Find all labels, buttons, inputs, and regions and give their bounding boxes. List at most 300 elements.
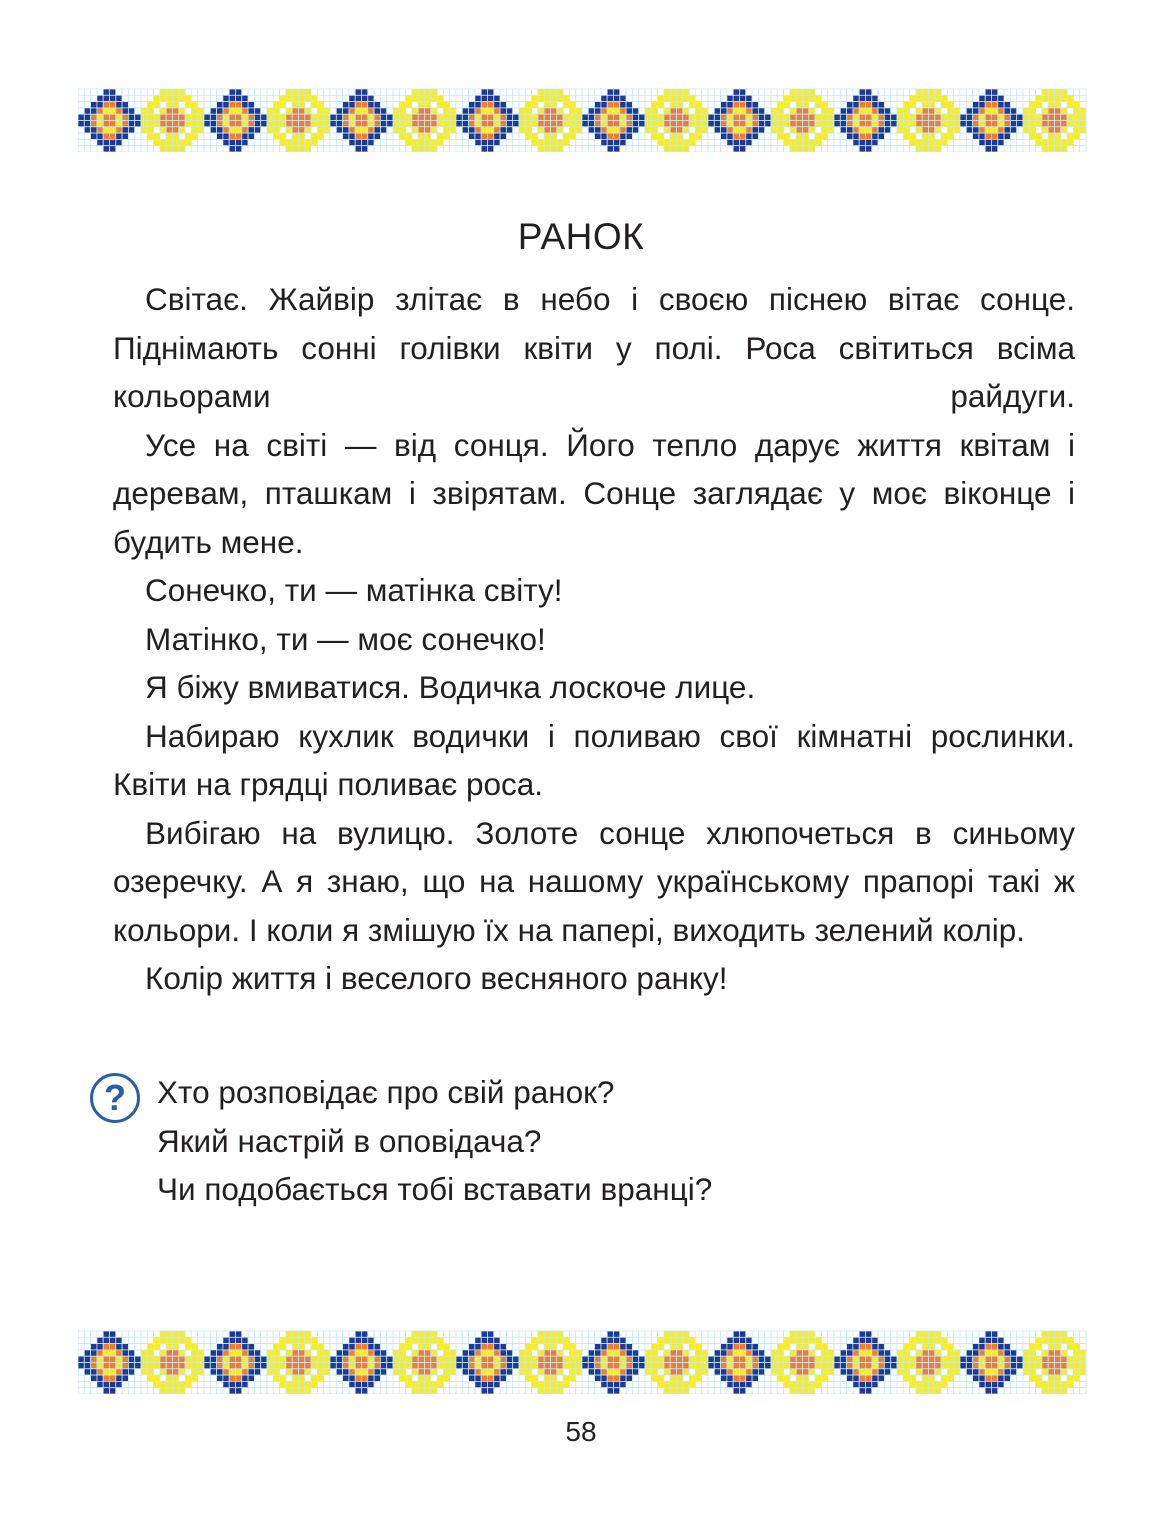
stitch-cell bbox=[368, 139, 374, 145]
stitch-cell bbox=[525, 127, 531, 133]
stitch-cell bbox=[166, 139, 172, 145]
stitch-cell bbox=[614, 133, 620, 139]
stitch-cell bbox=[620, 1381, 626, 1387]
stitch-cell bbox=[141, 1369, 147, 1375]
stitch-cell bbox=[418, 1337, 424, 1343]
stitch-cell bbox=[1073, 1381, 1079, 1387]
stitch-cell bbox=[639, 108, 645, 114]
stitch-cell bbox=[128, 1369, 134, 1375]
stitch-cell bbox=[803, 1356, 809, 1362]
stitch-cell bbox=[809, 1356, 815, 1362]
stitch-cell bbox=[891, 1350, 897, 1356]
stitch-cell bbox=[116, 95, 122, 101]
stitch-cell bbox=[658, 1337, 664, 1343]
stitch-cell bbox=[1029, 1350, 1035, 1356]
stitch-cell bbox=[1029, 1356, 1035, 1362]
stitch-cell bbox=[349, 146, 355, 152]
stitch-cell bbox=[185, 114, 191, 120]
stitch-cell bbox=[349, 121, 355, 127]
stitch-cell bbox=[393, 1388, 399, 1394]
stitch-cell bbox=[103, 121, 109, 127]
stitch-cell bbox=[267, 114, 273, 120]
stitch-cell bbox=[992, 1375, 998, 1381]
stitch-cell bbox=[834, 1337, 840, 1343]
stitch-cell bbox=[147, 102, 153, 108]
stitch-cell bbox=[242, 1363, 248, 1369]
stitch-cell bbox=[343, 1363, 349, 1369]
stitch-cell bbox=[941, 121, 947, 127]
stitch-cell bbox=[645, 1363, 651, 1369]
stitch-cell bbox=[242, 89, 248, 95]
stitch-cell bbox=[324, 133, 330, 139]
stitch-cell bbox=[305, 1388, 311, 1394]
stitch-cell bbox=[1080, 1331, 1086, 1337]
stitch-cell bbox=[179, 1344, 185, 1350]
stitch-cell bbox=[544, 95, 550, 101]
stitch-cell bbox=[551, 1356, 557, 1362]
stitch-cell bbox=[683, 1369, 689, 1375]
stitch-cell bbox=[551, 146, 557, 152]
stitch-cell bbox=[229, 102, 235, 108]
stitch-cell bbox=[532, 1356, 538, 1362]
stitch-cell bbox=[1029, 1363, 1035, 1369]
stitch-cell bbox=[513, 1363, 519, 1369]
stitch-cell bbox=[160, 121, 166, 127]
stitch-cell bbox=[513, 95, 519, 101]
stitch-cell bbox=[683, 1363, 689, 1369]
stitch-cell bbox=[280, 1375, 286, 1381]
stitch-cell bbox=[173, 1337, 179, 1343]
stitch-cell bbox=[1073, 127, 1079, 133]
stitch-cell bbox=[576, 1331, 582, 1337]
stitch-cell bbox=[803, 108, 809, 114]
stitch-cell bbox=[910, 1337, 916, 1343]
stitch-cell bbox=[166, 108, 172, 114]
stitch-cell bbox=[973, 139, 979, 145]
stitch-cell bbox=[1010, 1350, 1016, 1356]
stitch-cell bbox=[721, 1344, 727, 1350]
stitch-cell bbox=[387, 114, 393, 120]
stitch-cell bbox=[683, 127, 689, 133]
stitch-cell bbox=[601, 89, 607, 95]
stitch-cell bbox=[349, 1331, 355, 1337]
stitch-cell bbox=[217, 1381, 223, 1387]
stitch-cell bbox=[406, 1356, 412, 1362]
stitch-cell bbox=[828, 121, 834, 127]
stitch-cell bbox=[721, 139, 727, 145]
stitch-cell bbox=[374, 121, 380, 127]
stitch-cell bbox=[771, 1369, 777, 1375]
stitch-cell bbox=[418, 1369, 424, 1375]
stitch-cell bbox=[702, 1331, 708, 1337]
stitch-cell bbox=[254, 1344, 260, 1350]
stitch-cell bbox=[796, 1331, 802, 1337]
stitch-cell bbox=[821, 121, 827, 127]
stitch-cell bbox=[1061, 114, 1067, 120]
stitch-cell bbox=[469, 102, 475, 108]
stitch-cell bbox=[708, 1344, 714, 1350]
stitch-cell bbox=[777, 1388, 783, 1394]
stitch-cell bbox=[815, 1331, 821, 1337]
stitch-cell bbox=[399, 1388, 405, 1394]
stitch-cell bbox=[973, 95, 979, 101]
stitch-cell bbox=[380, 114, 386, 120]
stitch-cell bbox=[821, 1369, 827, 1375]
stitch-cell bbox=[840, 139, 846, 145]
stitch-cell bbox=[557, 1388, 563, 1394]
stitch-cell bbox=[645, 1356, 651, 1362]
stitch-cell bbox=[985, 1381, 991, 1387]
stitch-cell bbox=[273, 102, 279, 108]
stitch-cell bbox=[941, 139, 947, 145]
stitch-cell bbox=[740, 139, 746, 145]
stitch-cell bbox=[191, 1369, 197, 1375]
stitch-cell bbox=[236, 89, 242, 95]
stitch-cell bbox=[513, 1344, 519, 1350]
stitch-cell bbox=[645, 1369, 651, 1375]
stitch-cell bbox=[475, 1381, 481, 1387]
stitch-cell bbox=[1061, 1375, 1067, 1381]
stitch-cell bbox=[1004, 1375, 1010, 1381]
stitch-cell bbox=[853, 89, 859, 95]
stitch-cell bbox=[979, 133, 985, 139]
stitch-cell bbox=[998, 114, 1004, 120]
stitch-cell bbox=[506, 1369, 512, 1375]
stitch-cell bbox=[828, 1350, 834, 1356]
stitch-cell bbox=[809, 1363, 815, 1369]
stitch-cell bbox=[248, 1344, 254, 1350]
stitch-cell bbox=[267, 1363, 273, 1369]
stitch-cell bbox=[223, 1369, 229, 1375]
stitch-cell bbox=[607, 1337, 613, 1343]
stitch-cell bbox=[1048, 146, 1054, 152]
stitch-cell bbox=[1073, 108, 1079, 114]
stitch-cell bbox=[147, 133, 153, 139]
stitch-cell bbox=[670, 139, 676, 145]
stitch-cell bbox=[362, 1388, 368, 1394]
stitch-cell bbox=[110, 121, 116, 127]
stitch-cell bbox=[217, 146, 223, 152]
stitch-cell bbox=[456, 127, 462, 133]
stitch-cell bbox=[481, 1369, 487, 1375]
stitch-cell bbox=[998, 1381, 1004, 1387]
stitch-cell bbox=[236, 133, 242, 139]
stitch-cell bbox=[614, 89, 620, 95]
stitch-cell bbox=[261, 1344, 267, 1350]
stitch-cell bbox=[456, 1356, 462, 1362]
stitch-cell bbox=[1036, 121, 1042, 127]
stitch-cell bbox=[544, 1331, 550, 1337]
stitch-cell bbox=[576, 1337, 582, 1343]
stitch-cell bbox=[236, 102, 242, 108]
stitch-cell bbox=[198, 1363, 204, 1369]
stitch-cell bbox=[910, 139, 916, 145]
stitch-cell bbox=[393, 1331, 399, 1337]
stitch-cell bbox=[437, 133, 443, 139]
stitch-cell bbox=[431, 1381, 437, 1387]
stitch-cell bbox=[229, 1369, 235, 1375]
stitch-cell bbox=[872, 1369, 878, 1375]
stitch-cell bbox=[399, 114, 405, 120]
stitch-cell bbox=[1048, 1344, 1054, 1350]
stitch-cell bbox=[488, 133, 494, 139]
stitch-cell bbox=[154, 133, 160, 139]
stitch-cell bbox=[828, 1337, 834, 1343]
stitch-cell bbox=[317, 89, 323, 95]
stitch-cell bbox=[481, 146, 487, 152]
stitch-cell bbox=[280, 102, 286, 108]
stitch-cell bbox=[368, 1350, 374, 1356]
stitch-cell bbox=[191, 1388, 197, 1394]
stitch-cell bbox=[966, 133, 972, 139]
stitch-cell bbox=[658, 102, 664, 108]
stitch-cell bbox=[758, 1388, 764, 1394]
stitch-cell bbox=[78, 89, 84, 95]
stitch-cell bbox=[223, 1381, 229, 1387]
stitch-cell bbox=[765, 114, 771, 120]
stitch-cell bbox=[740, 1350, 746, 1356]
stitch-cell bbox=[343, 1344, 349, 1350]
stitch-cell bbox=[569, 108, 575, 114]
stitch-cell bbox=[752, 1337, 758, 1343]
stitch-cell bbox=[639, 1331, 645, 1337]
stitch-cell bbox=[368, 1369, 374, 1375]
stitch-cell bbox=[796, 127, 802, 133]
stitch-cell bbox=[985, 133, 991, 139]
stitch-cell bbox=[664, 114, 670, 120]
stitch-cell bbox=[324, 1363, 330, 1369]
stitch-cell bbox=[343, 133, 349, 139]
stitch-cell bbox=[462, 1363, 468, 1369]
stitch-cell bbox=[1029, 146, 1035, 152]
stitch-cell bbox=[475, 1331, 481, 1337]
stitch-cell bbox=[979, 114, 985, 120]
stitch-cell bbox=[406, 108, 412, 114]
stitch-cell bbox=[884, 146, 890, 152]
stitch-cell bbox=[891, 1337, 897, 1343]
stitch-cell bbox=[746, 1337, 752, 1343]
stitch-cell bbox=[821, 139, 827, 145]
stitch-cell bbox=[179, 127, 185, 133]
stitch-cell bbox=[418, 1363, 424, 1369]
stitch-cell bbox=[204, 1375, 210, 1381]
stitch-cell bbox=[324, 1375, 330, 1381]
stitch-cell bbox=[582, 1331, 588, 1337]
stitch-cell bbox=[727, 1331, 733, 1337]
stitch-cell bbox=[614, 1337, 620, 1343]
stitch-cell bbox=[998, 1337, 1004, 1343]
stitch-cell bbox=[229, 1375, 235, 1381]
stitch-cell bbox=[97, 1344, 103, 1350]
stitch-cell bbox=[853, 1363, 859, 1369]
stitch-cell bbox=[1067, 102, 1073, 108]
stitch-cell bbox=[916, 127, 922, 133]
stitch-cell bbox=[884, 1344, 890, 1350]
stitch-cell bbox=[929, 146, 935, 152]
stitch-cell bbox=[122, 1350, 128, 1356]
stitch-cell bbox=[897, 95, 903, 101]
stitch-cell bbox=[708, 114, 714, 120]
stitch-cell bbox=[796, 1381, 802, 1387]
stitch-cell bbox=[551, 127, 557, 133]
embroidery-border-top bbox=[78, 88, 1090, 152]
stitch-cell bbox=[626, 1388, 632, 1394]
stitch-cell bbox=[803, 1381, 809, 1387]
stitch-cell bbox=[1061, 102, 1067, 108]
stitch-cell bbox=[450, 1363, 456, 1369]
question-mark-icon: ? bbox=[90, 1073, 140, 1123]
stitch-cell bbox=[721, 1363, 727, 1369]
stitch-cell bbox=[330, 139, 336, 145]
stitch-cell bbox=[557, 1337, 563, 1343]
stitch-cell bbox=[563, 1331, 569, 1337]
stitch-cell bbox=[1061, 1381, 1067, 1387]
stitch-cell bbox=[248, 1350, 254, 1356]
story-paragraph: Сонечко, ти — матінка світу! bbox=[145, 572, 563, 608]
stitch-cell bbox=[387, 146, 393, 152]
stitch-cell bbox=[519, 1381, 525, 1387]
stitch-cell bbox=[242, 1388, 248, 1394]
stitch-cell bbox=[343, 127, 349, 133]
stitch-cell bbox=[1023, 1350, 1029, 1356]
stitch-cell bbox=[336, 89, 342, 95]
stitch-cell bbox=[198, 114, 204, 120]
stitch-cell bbox=[217, 1375, 223, 1381]
stitch-cell bbox=[916, 1363, 922, 1369]
stitch-cell bbox=[872, 114, 878, 120]
stitch-cell bbox=[639, 1388, 645, 1394]
stitch-cell bbox=[431, 89, 437, 95]
stitch-cell bbox=[576, 1381, 582, 1387]
stitch-cell bbox=[406, 1331, 412, 1337]
stitch-cell bbox=[695, 133, 701, 139]
stitch-cell bbox=[481, 102, 487, 108]
stitch-cell bbox=[872, 89, 878, 95]
stitch-cell bbox=[198, 121, 204, 127]
stitch-cell bbox=[777, 1331, 783, 1337]
stitch-cell bbox=[557, 1344, 563, 1350]
stitch-cell bbox=[317, 102, 323, 108]
stitch-cell bbox=[248, 139, 254, 145]
stitch-cell bbox=[412, 1388, 418, 1394]
stitch-cell bbox=[828, 146, 834, 152]
stitch-cell bbox=[973, 1363, 979, 1369]
stitch-cell bbox=[607, 95, 613, 101]
stitch-cell bbox=[576, 1356, 582, 1362]
stitch-cell bbox=[821, 102, 827, 108]
stitch-cell bbox=[607, 1350, 613, 1356]
stitch-cell bbox=[582, 108, 588, 114]
stitch-cell bbox=[1042, 1350, 1048, 1356]
stitch-cell bbox=[179, 1337, 185, 1343]
stitch-cell bbox=[229, 121, 235, 127]
stitch-cell bbox=[362, 89, 368, 95]
stitch-cell bbox=[651, 102, 657, 108]
stitch-cell bbox=[84, 127, 90, 133]
stitch-cell bbox=[771, 1363, 777, 1369]
stitch-cell bbox=[475, 1375, 481, 1381]
stitch-cell bbox=[494, 114, 500, 120]
stitch-cell bbox=[261, 89, 267, 95]
stitch-cell bbox=[305, 1369, 311, 1375]
stitch-cell bbox=[922, 1344, 928, 1350]
stitch-cell bbox=[128, 1344, 134, 1350]
stitch-cell bbox=[727, 1344, 733, 1350]
stitch-cell bbox=[166, 1388, 172, 1394]
stitch-cell bbox=[771, 95, 777, 101]
stitch-cell bbox=[185, 127, 191, 133]
stitch-cell bbox=[286, 127, 292, 133]
stitch-cell bbox=[840, 127, 846, 133]
stitch-cell bbox=[481, 133, 487, 139]
stitch-cell bbox=[500, 146, 506, 152]
stitch-cell bbox=[878, 1337, 884, 1343]
stitch-cell bbox=[947, 1337, 953, 1343]
stitch-cell bbox=[110, 133, 116, 139]
stitch-cell bbox=[765, 102, 771, 108]
stitch-cell bbox=[828, 1344, 834, 1350]
stitch-cell bbox=[311, 89, 317, 95]
stitch-cell bbox=[299, 1363, 305, 1369]
stitch-cell bbox=[689, 1337, 695, 1343]
stitch-cell bbox=[198, 1337, 204, 1343]
stitch-cell bbox=[897, 133, 903, 139]
stitch-cell bbox=[651, 133, 657, 139]
stitch-cell bbox=[437, 102, 443, 108]
stitch-cell bbox=[336, 1331, 342, 1337]
stitch-cell bbox=[141, 1344, 147, 1350]
stitch-cell bbox=[488, 146, 494, 152]
stitch-cell bbox=[1023, 146, 1029, 152]
stitch-cell bbox=[443, 108, 449, 114]
stitch-cell bbox=[677, 1356, 683, 1362]
stitch-cell bbox=[1055, 1350, 1061, 1356]
stitch-cell bbox=[815, 1381, 821, 1387]
stitch-cell bbox=[336, 139, 342, 145]
stitch-cell bbox=[374, 146, 380, 152]
stitch-cell bbox=[399, 1363, 405, 1369]
stitch-cell bbox=[771, 1356, 777, 1362]
stitch-cell bbox=[601, 1363, 607, 1369]
stitch-cell bbox=[910, 133, 916, 139]
stitch-cell bbox=[979, 139, 985, 145]
stitch-cell bbox=[878, 89, 884, 95]
stitch-cell bbox=[866, 1331, 872, 1337]
stitch-cell bbox=[576, 89, 582, 95]
stitch-cell bbox=[866, 133, 872, 139]
stitch-cell bbox=[336, 114, 342, 120]
stitch-cell bbox=[456, 1388, 462, 1394]
stitch-cell bbox=[1036, 139, 1042, 145]
stitch-cell bbox=[1080, 127, 1086, 133]
stitch-cell bbox=[91, 108, 97, 114]
stitch-cell bbox=[620, 121, 626, 127]
stitch-cell bbox=[973, 1350, 979, 1356]
stitch-cell bbox=[733, 1356, 739, 1362]
stitch-cell bbox=[840, 1344, 846, 1350]
stitch-cell bbox=[922, 102, 928, 108]
stitch-cell bbox=[198, 133, 204, 139]
stitch-cell bbox=[280, 139, 286, 145]
stitch-cell bbox=[311, 95, 317, 101]
stitch-cell bbox=[973, 108, 979, 114]
stitch-cell bbox=[1067, 95, 1073, 101]
stitch-cell bbox=[122, 89, 128, 95]
stitch-cell bbox=[116, 1388, 122, 1394]
stitch-cell bbox=[771, 139, 777, 145]
stitch-cell bbox=[425, 1344, 431, 1350]
stitch-cell bbox=[116, 146, 122, 152]
